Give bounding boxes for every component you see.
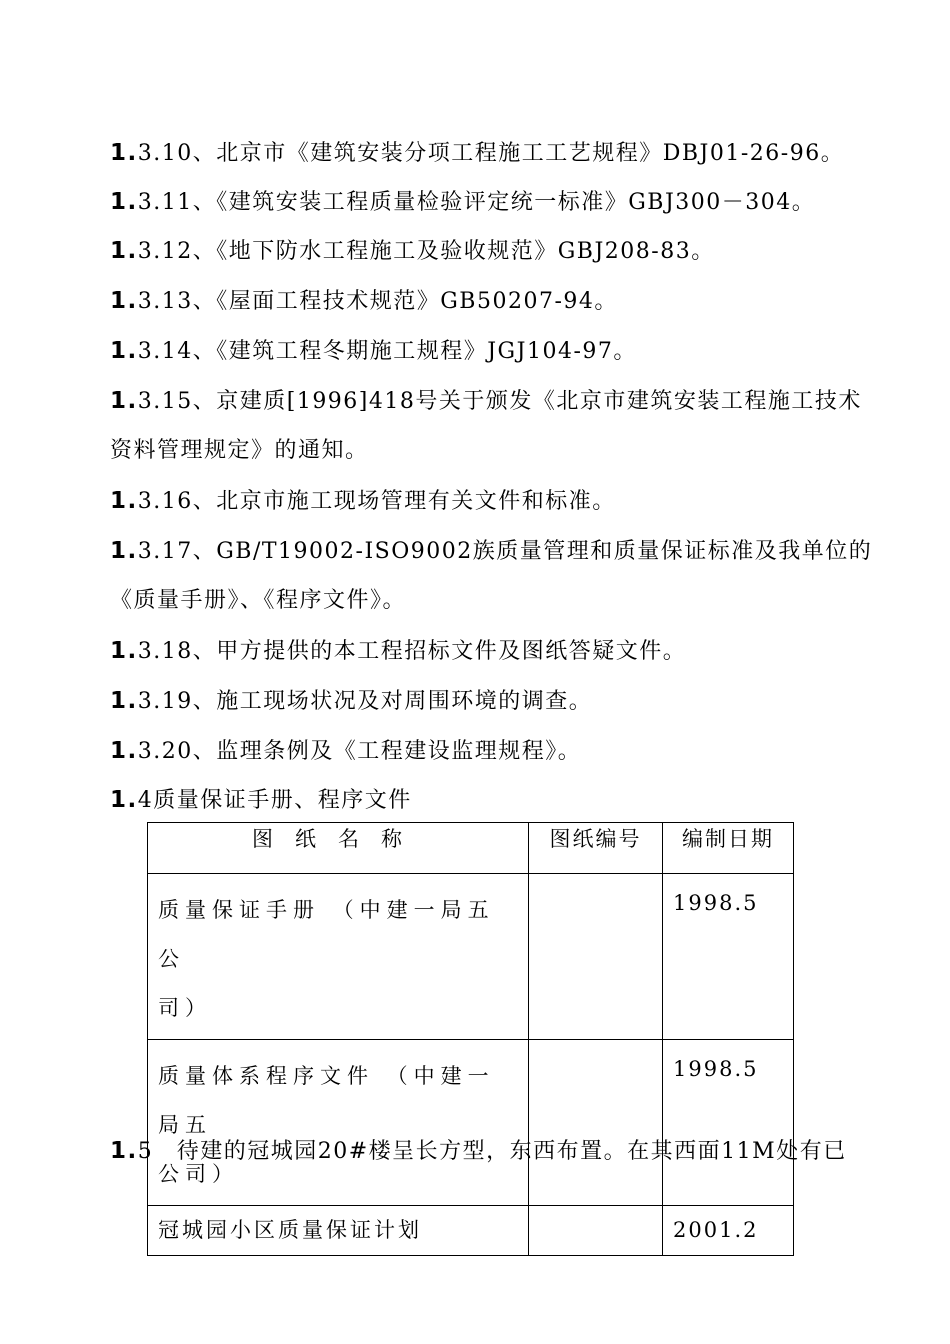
item-text: 3.15、京建质[1996]418号关于颁发《北京市建筑安装工程施工技术 xyxy=(137,389,862,414)
item-text: 3.13、《屋面工程技术规范》GB50207-94。 xyxy=(137,289,618,314)
cell-date: 1998.5 xyxy=(663,1040,794,1206)
item-text: 3.10、北京市《建筑安装分项工程施工工艺规程》DBJ01-26-96。 xyxy=(137,141,845,166)
item-number: 1. xyxy=(110,738,138,764)
item-text: 3.16、北京市施工现场管理有关文件和标准。 xyxy=(137,489,616,514)
header-drawing-number: 图纸编号 xyxy=(529,823,663,874)
cell-date: 2001.2 xyxy=(663,1206,794,1256)
cell-name-line2: 公司） xyxy=(158,1162,239,1186)
table-header-row xyxy=(148,823,794,874)
section-1-5 xyxy=(110,1136,847,1167)
cell-name-line1: 质量保证手册 （中建一局五公 xyxy=(158,898,495,971)
line-1-3-14 xyxy=(110,336,637,367)
item-number: 1. xyxy=(110,388,138,414)
cell-code xyxy=(529,1206,663,1256)
item-number: 1. xyxy=(110,538,138,564)
cell-name xyxy=(148,1040,529,1206)
item-text: 5 待建的冠城园20#楼呈长方型，东西布置。在其西面11M处有已 xyxy=(137,1139,847,1164)
item-text: 3.11、《建筑安装工程质量检验评定统一标准》GBJ300－304。 xyxy=(137,190,816,215)
item-text: 3.12、《地下防水工程施工及验收规范》GBJ208-83。 xyxy=(137,239,715,264)
line-1-3-13 xyxy=(110,286,618,317)
line-1-3-20 xyxy=(110,736,581,767)
line-1-3-10 xyxy=(110,138,844,169)
item-number: 1. xyxy=(110,238,138,264)
item-number: 1. xyxy=(110,787,138,813)
table-row xyxy=(148,1206,794,1256)
table-row xyxy=(148,874,794,1040)
item-number: 1. xyxy=(110,338,138,364)
cell-name-line1: 质量体系程序文件 （中建一局五 xyxy=(158,1064,495,1137)
item-number: 1. xyxy=(110,288,138,314)
cell-name-line2: 司） xyxy=(158,996,212,1020)
line-1-3-17 xyxy=(110,536,872,567)
line-1-3-16 xyxy=(110,486,616,517)
line-1-3-18 xyxy=(110,636,686,667)
item-number: 1. xyxy=(110,488,138,514)
line-1-3-11 xyxy=(110,187,815,218)
line-1-3-12 xyxy=(110,236,715,267)
item-text: 3.17、GB/T19002-ISO9002族质量管理和质量保证标准及我单位的 xyxy=(137,539,873,564)
item-number: 1. xyxy=(110,140,138,166)
cell-code xyxy=(529,874,663,1040)
cell-date: 1998.5 xyxy=(663,874,794,1040)
item-number: 1. xyxy=(110,688,138,714)
documents-table xyxy=(147,822,794,1256)
line-1-3-19 xyxy=(110,686,592,717)
cell-name xyxy=(148,1206,529,1256)
cell-name xyxy=(148,874,529,1040)
line-1-3-15 xyxy=(110,386,862,417)
cell-code xyxy=(529,1040,663,1206)
item-text: 4质量保证手册、程序文件 xyxy=(137,788,412,813)
section-heading-1-4 xyxy=(110,785,412,816)
line-1-3-17-continued: 《质量手册》、《程序文件》。 xyxy=(110,588,407,613)
header-drawing-name: 图纸名称 xyxy=(148,823,529,874)
table-row xyxy=(148,1040,794,1206)
item-text: 3.19、施工现场状况及对周围环境的调查。 xyxy=(137,689,593,714)
line-1-3-15-continued: 资料管理规定》的通知。 xyxy=(110,438,369,463)
item-text: 3.18、甲方提供的本工程招标文件及图纸答疑文件。 xyxy=(137,639,687,664)
item-text: 3.14、《建筑工程冬期施工规程》JGJ104-97。 xyxy=(137,339,637,364)
item-number: 1. xyxy=(110,638,138,664)
item-number: 1. xyxy=(110,1138,138,1164)
header-compile-date: 编制日期 xyxy=(663,823,794,874)
item-text: 3.20、监理条例及《工程建设监理规程》。 xyxy=(137,739,582,764)
cell-name-line1: 冠城园小区质量保证计划 xyxy=(158,1218,422,1242)
item-number: 1. xyxy=(110,189,138,215)
